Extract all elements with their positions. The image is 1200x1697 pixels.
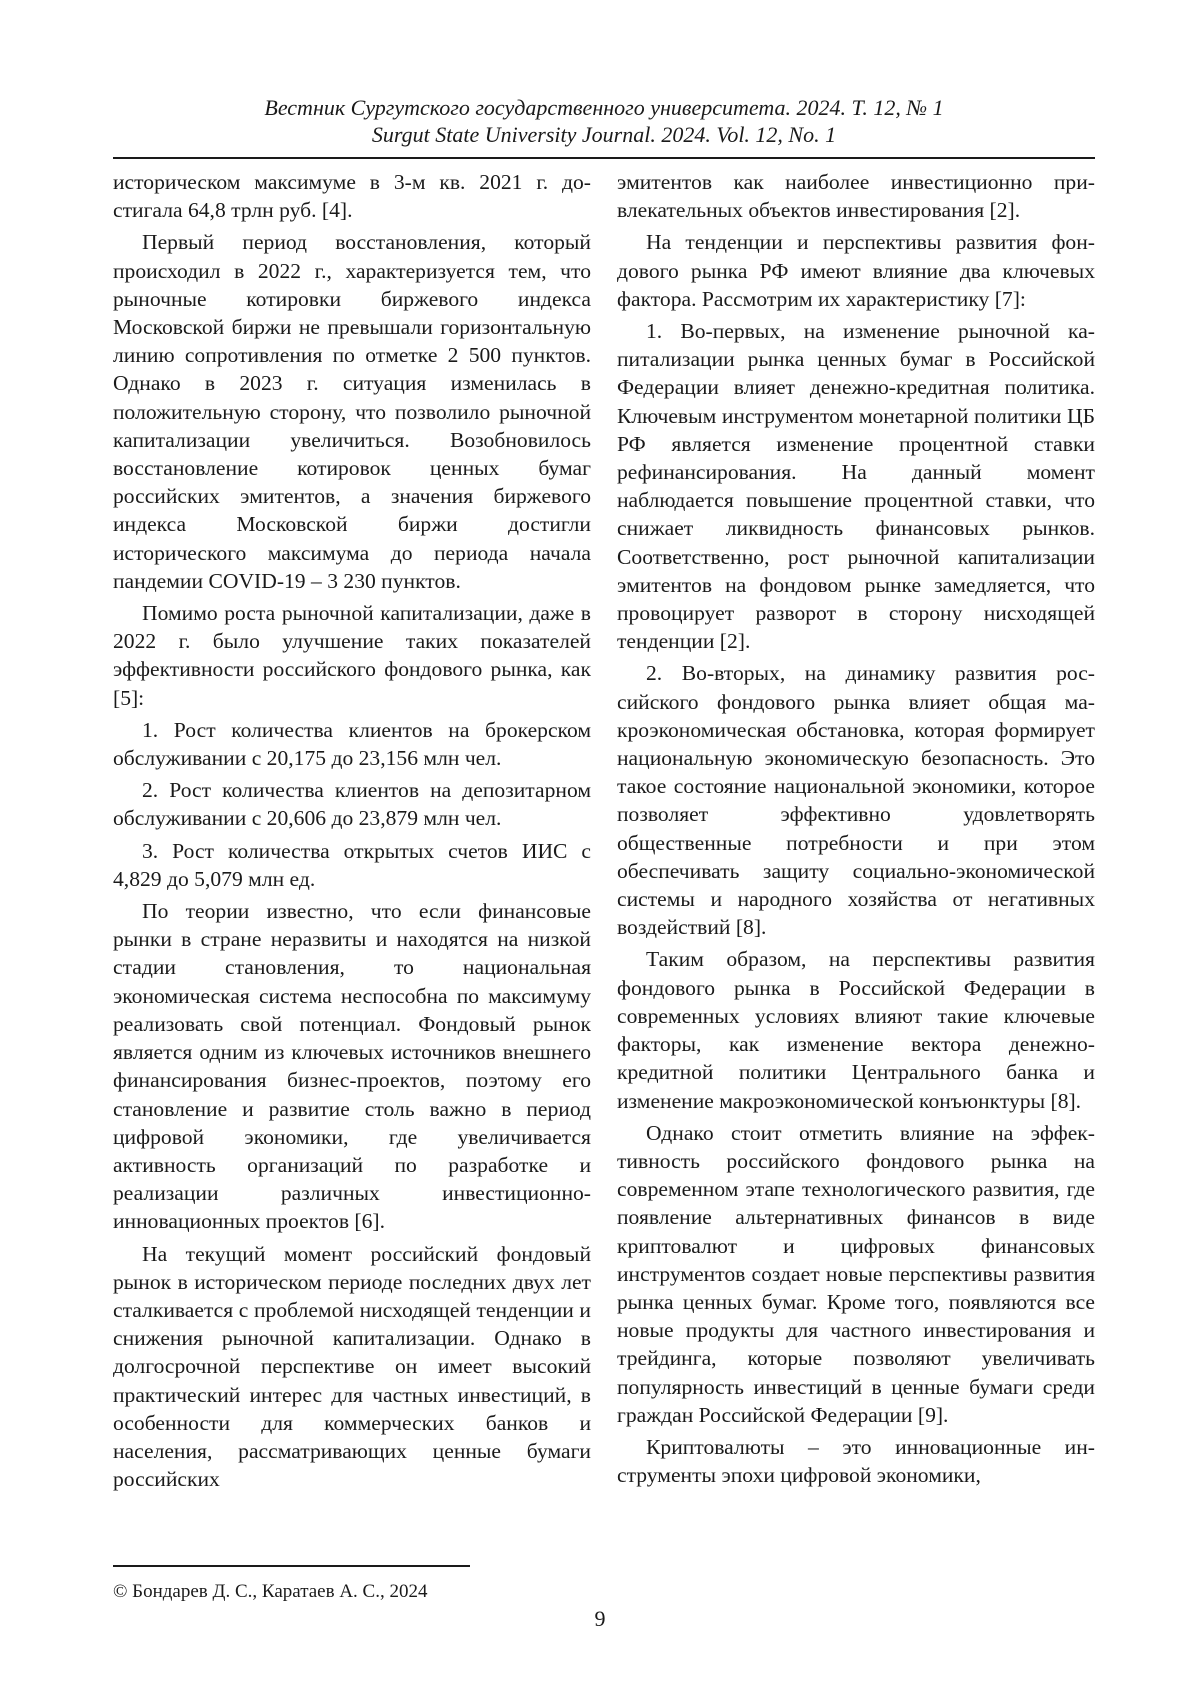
journal-header-russian: Вестник Сургутского государственного университета. 2024. Т. 12, № 1	[264, 95, 944, 120]
paragraph: На текущий момент российский фондовый рынок в историческом периоде последних двух лет сталкивается с проблемой нисходящей тенденции и снижения рыночной капитализации. Однако в долгосрочной перспективе он имеет высокий практический интерес для частных инвестиций, в особенности для коммерческих банков и населения, рассматривающих ценные бумаги российских	[113, 1241, 591, 1492]
paragraph: Помимо роста рыночной капитализации, даже в 2022 г. было улучшение таких показателей эффективности российского фондового рынка, как [5]:	[113, 601, 591, 710]
paragraph: Таким образом, на перспективы развития фондового рынка в Российской Федерации в современных условиях влияют такие ключевые факторы, как изменение вектора денежно-кредитной политики Центрального банка и изменение макроэкономической конъюнктуры [8].	[617, 947, 1095, 1113]
paragraph: эмитентов как наиболее инвестиционно привлекательных объектов инвестирования [2].	[617, 170, 1095, 223]
paragraph: По теории известно, что если финансовые рынки в стране неразвиты и находятся на низкой стадии становления, то национальная экономическая система неспособна по максимуму реализовать свой потенциал. Фондовый рынок является одним из ключевых источников внешнего финансирования бизнес-проектов, поэтому его становление и развитие столь важно в период цифровой экономики, где увеличивается активность организаций по разработке и реализации различных инвестиционно-инновационных проектов [6].	[113, 899, 591, 1234]
copyright-notice: © Бондарев Д. С., Каратаев А. С., 2024	[113, 1581, 428, 1602]
list-item: 1. Во-первых, на изменение рыночной капитализации рынка ценных бумаг в Российской Федерации влияет денежно-кредитная политика. Ключевым инструментом монетарной политики ЦБ РФ является изменение процентной ставки рефинансирования. На данный момент наблюдается повышение процентной ставки, что снижает ликвидность финансовых рынков. Соответственно, рост рыночной капитализации эмитентов на фондовом рынке замедляется, что провоцирует разворот в сторону нисходящей тенденции [2].	[617, 319, 1095, 654]
journal-header	[113, 94, 1095, 148]
page-number: 9	[594, 1606, 606, 1631]
list-item: 3. Рост количества открытых счетов ИИС с 4,829 до 5,079 млн ед.	[113, 838, 591, 891]
header-divider	[113, 157, 1095, 159]
paragraph: На тенденции и перспективы развития фондового рынка РФ имеют влияние два ключевых фактора. Рассмотрим их характеристику [7]:	[617, 230, 1095, 311]
paragraph: Криптовалюты – это инновационные инструменты эпохи цифровой экономики,	[617, 1434, 1095, 1488]
right-column	[617, 168, 1095, 1489]
list-item: 2. Во-вторых, на динамику развития российского фондового рынка влияет общая макроэкономическая обстановка, которая формирует национальную экономическую безопасность. Это такое состояние национальной экономики, которое позволяет эффективно удовлетворять общественные потребности и при этом обеспечивать защиту социально-экономической системы и народного хозяйства от негативных воздействий [8].	[617, 661, 1095, 940]
list-item: 1. Рост количества клиентов на брокерском обслуживании с 20,175 до 23,156 млн чел.	[113, 717, 591, 771]
footnote-divider	[113, 1565, 470, 1567]
list-item: 2. Рост количества клиентов на депозитарном обслуживании с 20,606 до 23,879 млн чел.	[113, 778, 591, 831]
paragraph: Однако стоит отметить влияние на эффективность российского фондового рынка на современном этапе технологического развития, где появление альтернативных финансов в виде криптовалют и цифровых финансовых инструментов создает новые перспективы развития рынка ценных бумаг. Кроме того, появляются все новые продукты для частного инвестирования и трейдинга, которые позволяют увеличивать популярность инвестиций в ценные бумаги среди граждан Российской Федерации [9].	[617, 1120, 1095, 1427]
paragraph: историческом максимуме в 3-м кв. 2021 г. достигала 64,8 трлн руб. [4].	[113, 170, 591, 223]
left-column	[113, 168, 591, 1493]
journal-header-english: Surgut State University Journal. 2024. Vol. 12, No. 1	[371, 122, 837, 147]
paragraph: Первый период восстановления, который происходил в 2022 г., характеризуется тем, что рыночные котировки биржевого индекса Московской биржи не превышали горизонтальную линию сопротивления по отметке 2 500 пунктов. Однако в 2023 г. ситуация изменилась в положительную сторону, что позволило рыночной капитализации увеличиться. Возобновилось восстановление котировок ценных бумаг российских эмитентов, а значения биржевого индекса Московской биржи достигли исторического максимума до периода начала пандемии COVID-19 – 3 230 пунктов.	[113, 230, 591, 593]
